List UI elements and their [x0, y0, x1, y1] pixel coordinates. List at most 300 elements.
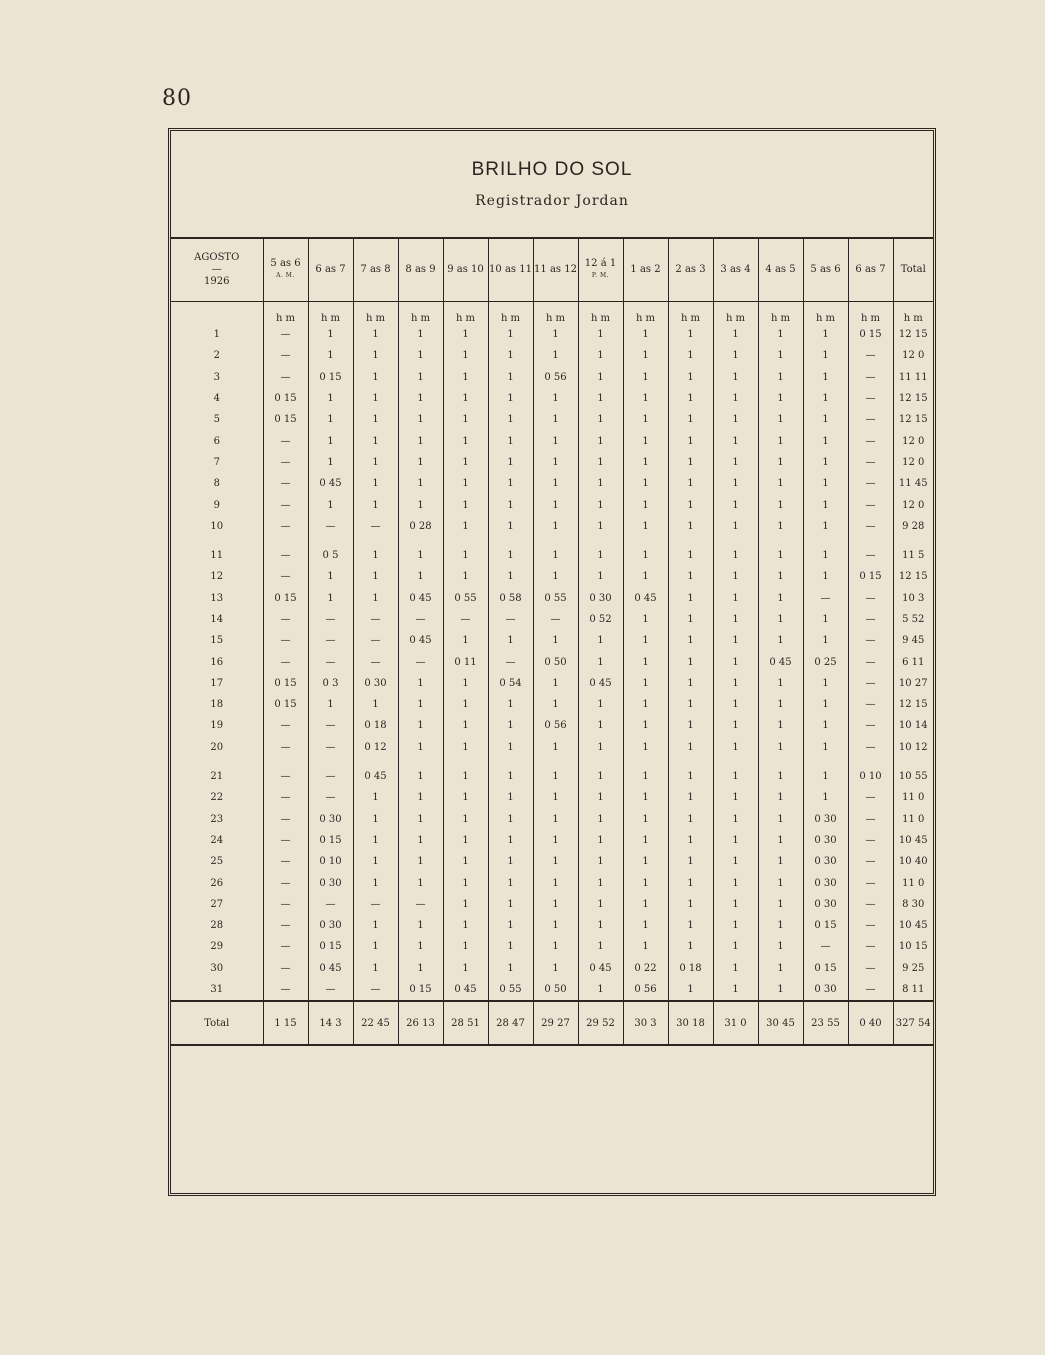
table-cell: —: [848, 452, 893, 473]
table-cell: 1: [668, 388, 713, 409]
table-cell: 1: [623, 809, 668, 830]
table-cell: 1: [488, 809, 533, 830]
sunshine-table: [171, 239, 933, 1046]
spacer-cell: [578, 758, 623, 766]
table-cell: 11 0: [902, 813, 925, 825]
table-cell: 1: [353, 694, 398, 715]
table-cell: 1: [578, 367, 623, 388]
table-cell: 1: [803, 715, 848, 736]
table-cell: —: [488, 651, 533, 672]
table-row: [171, 430, 933, 451]
day-label: 7: [171, 452, 263, 473]
table-cell: 1: [398, 715, 443, 736]
table-cell: 0 15: [263, 388, 308, 409]
table-cell: 1: [488, 694, 533, 715]
table-cell: 1: [623, 936, 668, 957]
table-cell: 1: [713, 851, 758, 872]
table-cell: 1: [803, 673, 848, 694]
table-cell: 1: [578, 473, 623, 494]
table-cell: 0 50: [533, 651, 578, 672]
column-header: [308, 239, 353, 302]
table-cell: 1: [533, 494, 578, 515]
column-header: [893, 239, 933, 302]
day-label: 10: [171, 516, 263, 537]
spacer-cell: [758, 758, 803, 766]
table-cell: 1: [623, 388, 668, 409]
table-cell: 1: [578, 872, 623, 893]
table-cell: 1: [353, 915, 398, 936]
table-cell: 0 45: [758, 651, 803, 672]
table-cell: 1: [353, 830, 398, 851]
table-cell: 1: [758, 409, 803, 430]
table-cell: —: [848, 979, 893, 1001]
day-label: 5: [171, 409, 263, 430]
table-cell: —: [848, 894, 893, 915]
table-cell: 1: [308, 566, 353, 587]
spacer-cell: [263, 758, 308, 766]
table-cell: 1: [803, 545, 848, 566]
table-cell: 1: [713, 936, 758, 957]
table-cell: 1: [488, 915, 533, 936]
day-label: 28: [171, 915, 263, 936]
table-cell: 1: [758, 787, 803, 808]
table-cell: —: [263, 473, 308, 494]
table-cell: —: [848, 787, 893, 808]
unit-label: h m: [848, 302, 893, 325]
table-cell: 1: [713, 516, 758, 537]
table-cell: 1: [758, 345, 803, 366]
table-cell: 1: [668, 494, 713, 515]
table-cell: —: [848, 545, 893, 566]
table-cell: 1: [398, 430, 443, 451]
column-header: [443, 239, 488, 302]
table-cell: 1: [353, 494, 398, 515]
table-cell: 1: [308, 452, 353, 473]
table-cell: 1: [443, 830, 488, 851]
table-cell: —: [848, 388, 893, 409]
table-cell: 0 45: [623, 588, 668, 609]
table-cell: —: [263, 979, 308, 1001]
table-cell: 1: [533, 566, 578, 587]
table-cell: 1: [443, 851, 488, 872]
table-cell: 0 45: [308, 473, 353, 494]
table-row: [171, 609, 933, 630]
table-cell: 0 55: [488, 979, 533, 1001]
table-cell: 1: [533, 473, 578, 494]
table-row: [171, 766, 933, 787]
table-cell: 1: [668, 694, 713, 715]
table-cell: 1: [578, 715, 623, 736]
table-cell: 1: [713, 388, 758, 409]
column-header-label: 5 as 6: [270, 258, 301, 269]
table-cell: 0 45: [443, 979, 488, 1001]
table-cell: 1: [488, 452, 533, 473]
spacer-cell: [443, 758, 488, 766]
table-cell: 1: [668, 473, 713, 494]
table-cell: 1: [443, 409, 488, 430]
table-cell: 1: [623, 516, 668, 537]
column-header-label: 10 as 11: [489, 264, 532, 275]
table-cell: 1: [443, 958, 488, 979]
day-label: 20: [171, 737, 263, 758]
table-cell: 1: [443, 694, 488, 715]
row-spacer: [171, 758, 933, 766]
table-cell: 11 45: [898, 478, 928, 490]
table-cell: —: [848, 915, 893, 936]
column-header-label: Total: [900, 264, 926, 275]
table-cell: 1: [803, 430, 848, 451]
table-header-row: [171, 239, 933, 302]
table-cell: 1: [398, 694, 443, 715]
table-cell: 1: [353, 872, 398, 893]
spacer-cell: [848, 537, 893, 545]
table-cell: 0 15: [803, 958, 848, 979]
table-row: [171, 494, 933, 515]
table-cell: —: [848, 345, 893, 366]
table-cell: 0 56: [533, 715, 578, 736]
table-cell: 12 15: [898, 699, 928, 711]
table-cell: —: [263, 516, 308, 537]
header-dash: —: [211, 264, 222, 275]
table-cell: 1: [713, 715, 758, 736]
table-cell: 11 0: [902, 877, 925, 889]
table-cell: 1: [713, 473, 758, 494]
table-cell: 1: [713, 872, 758, 893]
table-cell: —: [308, 979, 353, 1001]
unit-label: h m: [803, 302, 848, 325]
day-label: 27: [171, 894, 263, 915]
table-title: BRILHO DO SOL: [471, 159, 633, 180]
table-cell: 1: [353, 936, 398, 957]
table-cell: 8 11: [902, 984, 925, 996]
table-cell: 10 45: [898, 834, 928, 846]
table-cell: 0 45: [353, 766, 398, 787]
spacer-cell: [623, 758, 668, 766]
table-cell: 0 15: [263, 694, 308, 715]
day-label: 26: [171, 872, 263, 893]
table-cell: 12 15: [898, 329, 928, 341]
table-cell: —: [263, 715, 308, 736]
table-cell: 1: [668, 787, 713, 808]
table-cell: 1: [758, 494, 803, 515]
table-cell: 1: [353, 473, 398, 494]
table-cell: —: [263, 367, 308, 388]
table-cell: 1: [668, 409, 713, 430]
table-cell: 1: [488, 851, 533, 872]
table-cell: 0 3: [308, 673, 353, 694]
table-row: [171, 694, 933, 715]
table-cell: 1: [713, 787, 758, 808]
table-cell: 1: [533, 958, 578, 979]
table-cell: 1: [713, 324, 758, 345]
column-header: [353, 239, 398, 302]
table-cell: 1: [578, 566, 623, 587]
table-cell: 1: [713, 915, 758, 936]
table-cell: 1: [488, 566, 533, 587]
total-cell: 30 3: [623, 1001, 668, 1045]
table-cell: 1: [398, 566, 443, 587]
day-label: 31: [171, 979, 263, 1001]
day-label: 23: [171, 809, 263, 830]
table-cell: 1: [398, 409, 443, 430]
day-label: 11: [171, 545, 263, 566]
table-cell: 1: [623, 430, 668, 451]
spacer-cell: [578, 537, 623, 545]
table-cell: 1: [578, 737, 623, 758]
table-cell: 1: [803, 787, 848, 808]
table-cell: 1: [668, 737, 713, 758]
spacer-cell: [623, 537, 668, 545]
table-cell: 1: [308, 388, 353, 409]
total-cell: 29 27: [533, 1001, 578, 1045]
table-cell: 0 45: [578, 958, 623, 979]
table-cell: 12 15: [898, 393, 928, 405]
column-header: [758, 239, 803, 302]
spacer-cell: [803, 537, 848, 545]
table-row: [171, 673, 933, 694]
day-label: 13: [171, 588, 263, 609]
column-header-label: 2 as 3: [675, 264, 706, 275]
table-cell: 1: [533, 545, 578, 566]
table-cell: 1: [398, 809, 443, 830]
unit-label: h m: [488, 302, 533, 325]
table-cell: —: [533, 609, 578, 630]
table-cell: 1: [623, 737, 668, 758]
table-cell: —: [353, 516, 398, 537]
table-cell: 1: [758, 737, 803, 758]
table-cell: 1: [623, 787, 668, 808]
table-cell: 9 45: [902, 635, 925, 647]
table-cell: 1: [533, 809, 578, 830]
table-cell: 1: [533, 516, 578, 537]
table-cell: 1: [713, 566, 758, 587]
table-cell: 1: [398, 958, 443, 979]
table-row: [171, 715, 933, 736]
table-cell: 10 55: [898, 771, 928, 783]
table-cell: 1: [758, 915, 803, 936]
table-cell: 1: [758, 630, 803, 651]
table-cell: —: [263, 737, 308, 758]
table-cell: 1: [668, 715, 713, 736]
table-row: [171, 367, 933, 388]
table-cell: —: [353, 979, 398, 1001]
table-cell: 1: [578, 894, 623, 915]
table-cell: 1: [443, 715, 488, 736]
table-cell: —: [848, 809, 893, 830]
column-header: [263, 239, 308, 302]
table-cell: 1: [308, 588, 353, 609]
table-cell: 1: [668, 345, 713, 366]
table-cell: 10 3: [902, 592, 925, 604]
table-cell: —: [848, 516, 893, 537]
table-cell: 1: [488, 324, 533, 345]
table-cell: 1: [803, 609, 848, 630]
table-cell: 1: [308, 694, 353, 715]
table-cell: 12 0: [902, 499, 925, 511]
table-cell: 0 10: [308, 851, 353, 872]
column-header-label: 4 as 5: [765, 264, 796, 275]
table-cell: 0 15: [848, 324, 893, 345]
table-cell: —: [308, 609, 353, 630]
table-cell: 0 30: [803, 809, 848, 830]
table-cell: 0 30: [578, 588, 623, 609]
table-cell: 1: [398, 367, 443, 388]
table-cell: 1: [758, 545, 803, 566]
table-row: [171, 958, 933, 979]
table-cell: 1: [623, 452, 668, 473]
table-cell: 8 30: [902, 898, 925, 910]
table-row: [171, 787, 933, 808]
table-cell: 1: [713, 430, 758, 451]
table-cell: 1: [713, 494, 758, 515]
table-cell: 1: [668, 566, 713, 587]
day-label: 14: [171, 609, 263, 630]
column-header-label: 1 as 2: [630, 264, 661, 275]
spacer-cell: [263, 537, 308, 545]
table-cell: —: [848, 367, 893, 388]
table-cell: 10 15: [898, 941, 928, 953]
table-cell: 0 15: [803, 915, 848, 936]
spacer-cell: [353, 758, 398, 766]
table-cell: —: [848, 830, 893, 851]
table-cell: 0 18: [668, 958, 713, 979]
table-cell: 0 30: [803, 851, 848, 872]
table-row: [171, 545, 933, 566]
table-cell: 1: [668, 979, 713, 1001]
table-cell: 1: [623, 715, 668, 736]
table-cell: 1: [353, 367, 398, 388]
table-cell: 1: [488, 345, 533, 366]
totals-row: [171, 1001, 933, 1045]
table-cell: 1: [758, 588, 803, 609]
table-cell: 1: [488, 430, 533, 451]
table-cell: 1: [758, 673, 803, 694]
units-spacer: [171, 302, 263, 325]
table-cell: 1: [668, 673, 713, 694]
table-cell: —: [848, 694, 893, 715]
table-cell: 1: [488, 516, 533, 537]
table-cell: 1: [533, 430, 578, 451]
table-row: [171, 851, 933, 872]
table-cell: 1: [398, 545, 443, 566]
table-cell: 1: [443, 388, 488, 409]
table-cell: 1: [668, 324, 713, 345]
day-label: 21: [171, 766, 263, 787]
column-header: [578, 239, 623, 302]
column-header: [488, 239, 533, 302]
table-cell: —: [263, 787, 308, 808]
table-cell: 1: [668, 766, 713, 787]
table-cell: 1: [713, 651, 758, 672]
table-cell: 1: [488, 766, 533, 787]
day-label: 9: [171, 494, 263, 515]
total-cell: 31 0: [713, 1001, 758, 1045]
table-cell: —: [263, 872, 308, 893]
table-cell: 1: [578, 345, 623, 366]
table-cell: 1: [398, 494, 443, 515]
table-cell: 1: [533, 694, 578, 715]
table-cell: 1: [758, 715, 803, 736]
column-header-label: 3 as 4: [720, 264, 751, 275]
table-cell: 1: [758, 473, 803, 494]
table-cell: —: [263, 651, 308, 672]
table-cell: 1: [623, 367, 668, 388]
table-cell: 1: [758, 830, 803, 851]
column-header: [668, 239, 713, 302]
table-cell: —: [308, 787, 353, 808]
table-cell: 1: [803, 766, 848, 787]
table-cell: 1: [578, 409, 623, 430]
table-cell: 1: [623, 345, 668, 366]
table-cell: 1: [803, 630, 848, 651]
total-cell: 327 54: [893, 1001, 933, 1045]
table-cell: 9 25: [902, 962, 925, 974]
table-cell: 1: [623, 673, 668, 694]
table-cell: 1: [713, 809, 758, 830]
table-cell: 1: [578, 766, 623, 787]
table-cell: 0 12: [353, 737, 398, 758]
table-row: [171, 915, 933, 936]
table-cell: 1: [803, 694, 848, 715]
table-cell: —: [263, 958, 308, 979]
table-cell: 1: [398, 673, 443, 694]
table-cell: 1: [533, 345, 578, 366]
table-cell: 1: [713, 830, 758, 851]
table-row: [171, 388, 933, 409]
table-cell: 1: [578, 630, 623, 651]
day-label: 29: [171, 936, 263, 957]
table-cell: 1: [713, 345, 758, 366]
table-cell: 1: [578, 324, 623, 345]
table-cell: 0 30: [353, 673, 398, 694]
day-label: 22: [171, 787, 263, 808]
table-cell: 0 54: [488, 673, 533, 694]
table-cell: 1: [668, 651, 713, 672]
spacer-cell: [533, 758, 578, 766]
totals-label: Total: [171, 1001, 263, 1045]
day-label: 6: [171, 430, 263, 451]
page-number: 80: [162, 86, 192, 111]
table-cell: 1: [578, 694, 623, 715]
table-cell: —: [353, 609, 398, 630]
table-cell: 1: [803, 494, 848, 515]
table-cell: 0 45: [398, 630, 443, 651]
table-cell: —: [308, 651, 353, 672]
table-cell: —: [848, 936, 893, 957]
table-cell: 0 30: [803, 872, 848, 893]
unit-label: h m: [713, 302, 758, 325]
table-cell: 1: [488, 494, 533, 515]
table-row: [171, 830, 933, 851]
table-cell: 1: [668, 872, 713, 893]
spacer-cell: [803, 758, 848, 766]
table-cell: 1: [713, 367, 758, 388]
table-cell: 1: [803, 367, 848, 388]
table-cell: —: [308, 766, 353, 787]
table-cell: —: [263, 766, 308, 787]
table-cell: —: [263, 915, 308, 936]
table-cell: —: [848, 609, 893, 630]
table-cell: 1: [758, 566, 803, 587]
table-cell: —: [308, 516, 353, 537]
table-cell: 1: [803, 345, 848, 366]
spacer-cell: [533, 537, 578, 545]
table-cell: 1: [623, 494, 668, 515]
table-cell: 1: [443, 516, 488, 537]
table-cell: 1: [623, 609, 668, 630]
table-row: [171, 324, 933, 345]
total-cell: 0 40: [848, 1001, 893, 1045]
